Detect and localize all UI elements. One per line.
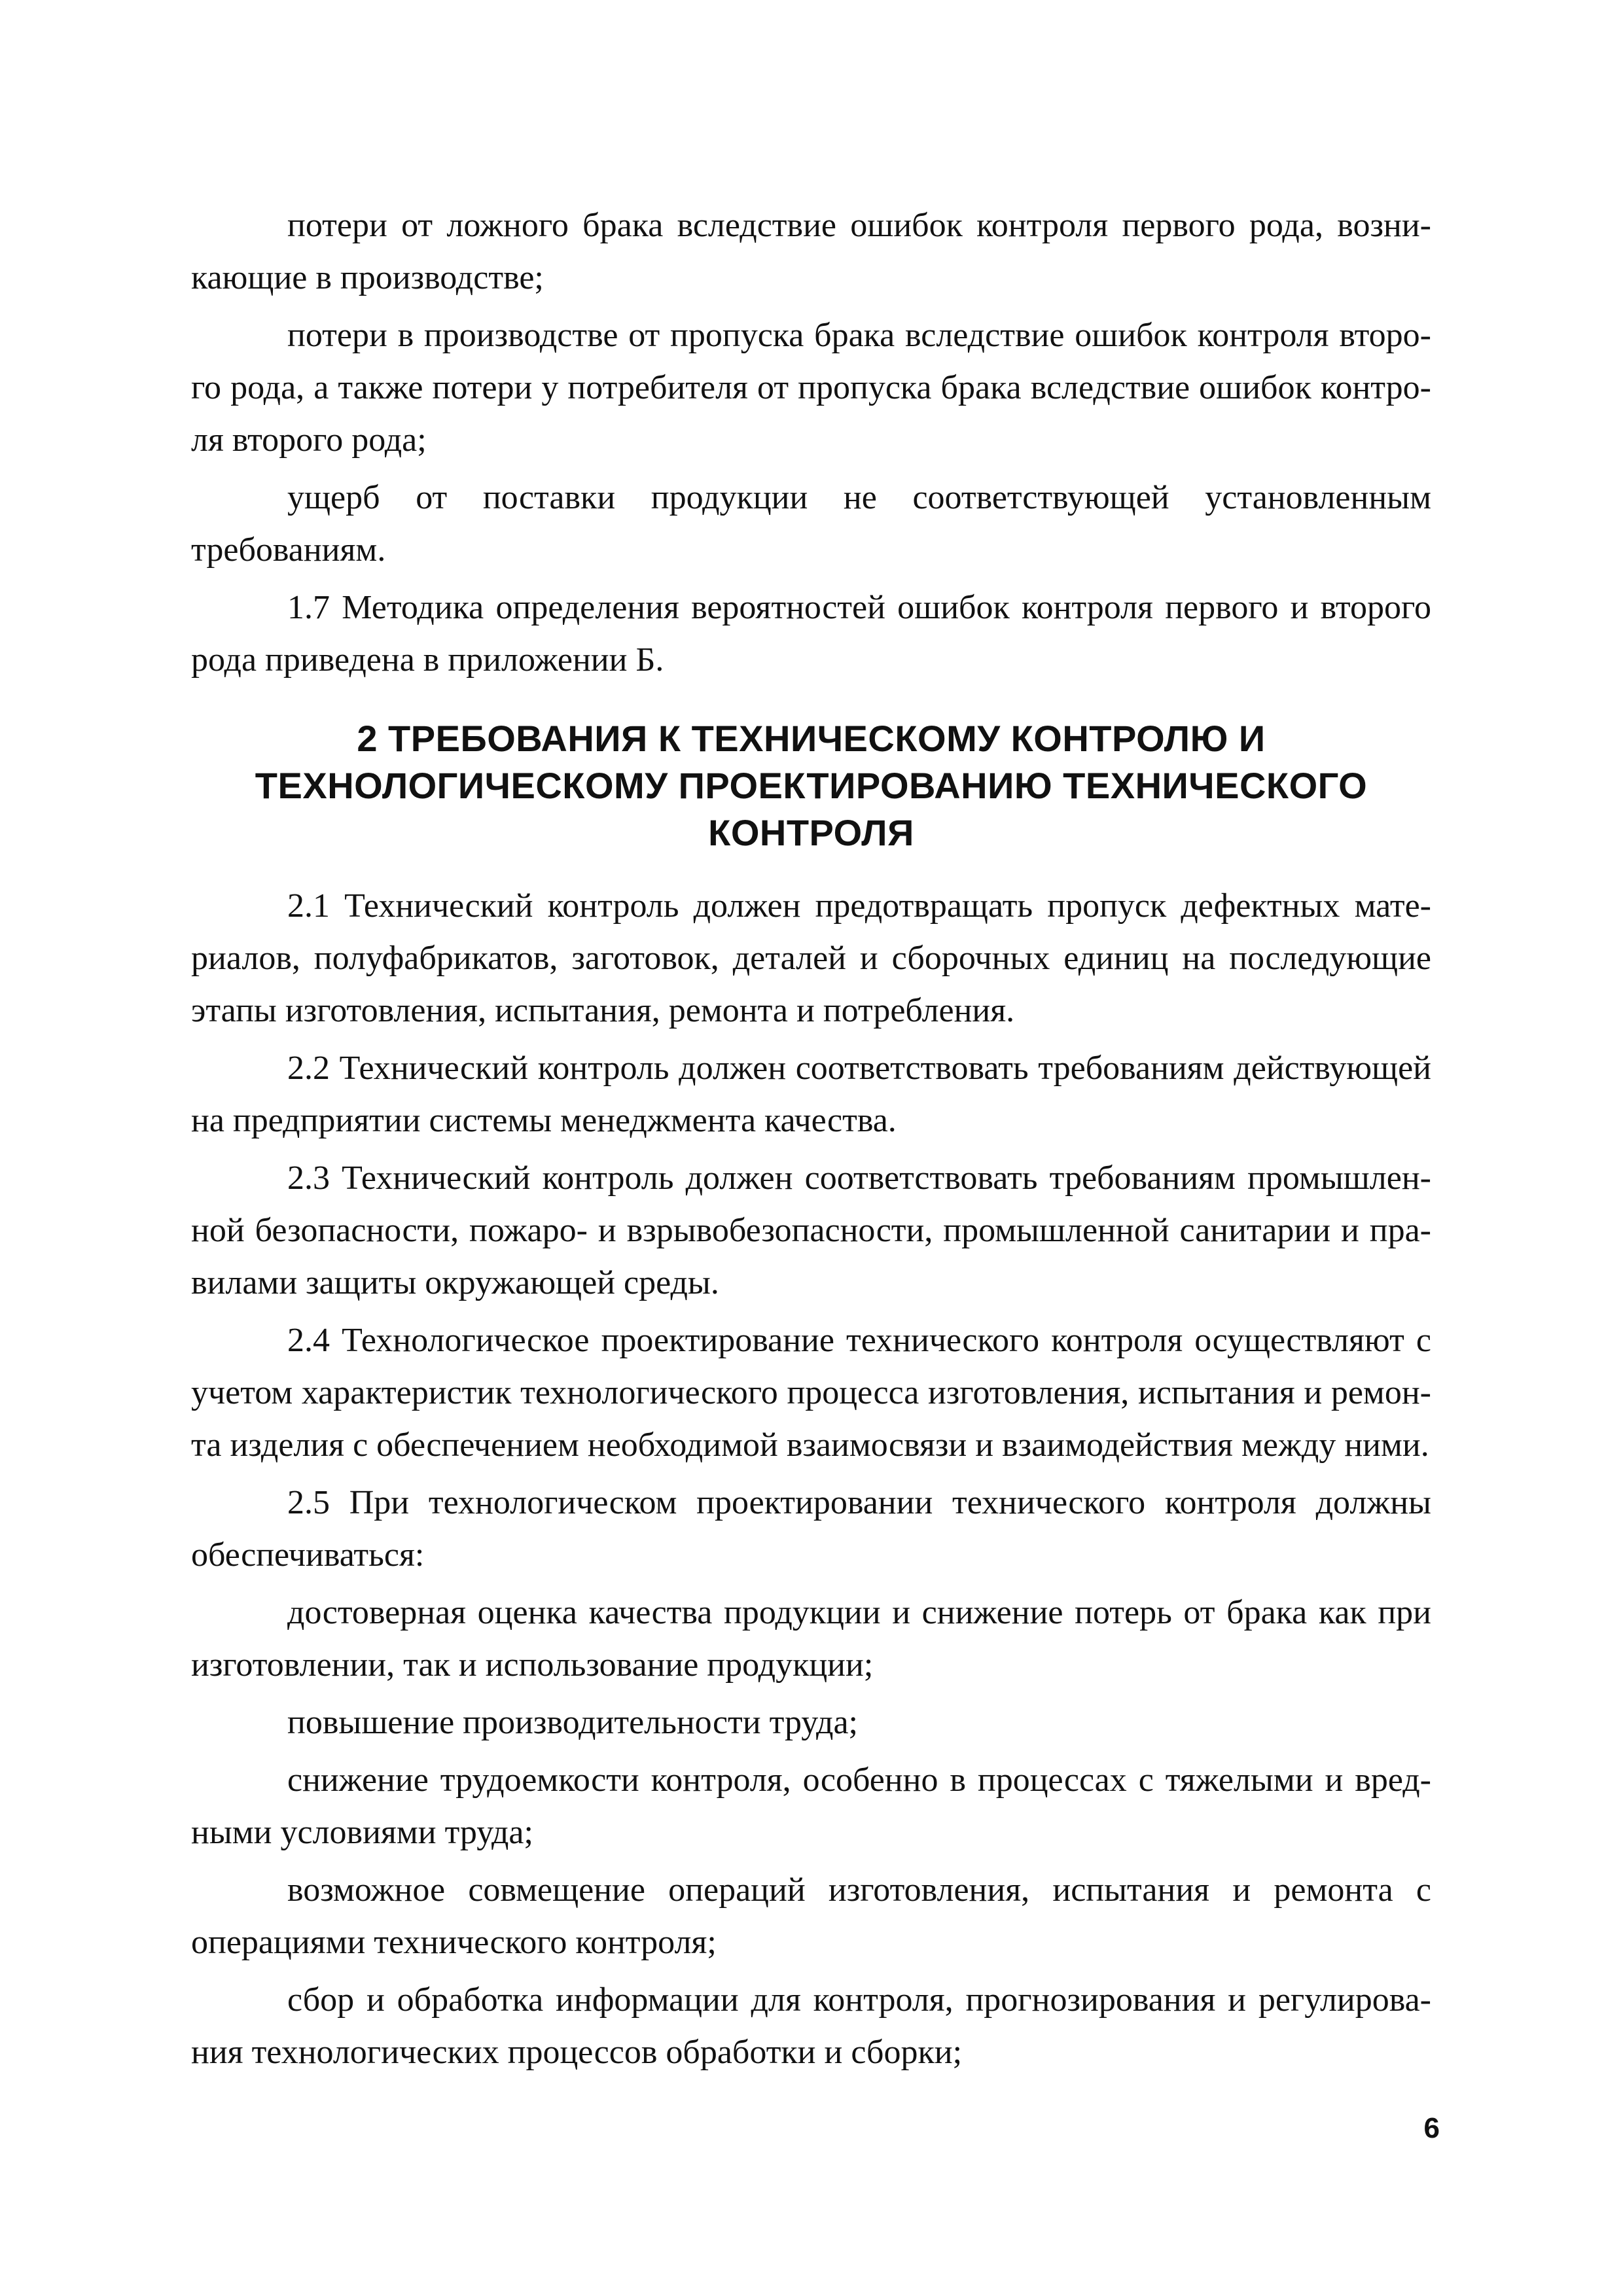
paragraph-false-rejection-losses: потери от ложного брака вследствие ошибок контроля первого рода, возникающие в производстве;	[191, 207, 1431, 296]
section-2-heading-line-1: 2 ТРЕБОВАНИЯ К ТЕХНИЧЕСКОМУ КОНТРОЛЮ И	[357, 718, 1266, 759]
list-item-labor-intensity: снижение трудоемкости контроля, особенно в процессах с тяжелыми и вредными условиями труда;	[191, 1761, 1431, 1851]
paragraph-2-5: 2.5 При технологическом проектировании технического контроля должны обеспечиваться:	[191, 1484, 1431, 1574]
list-item-operations-combining: возможное совмещение операций изготовления, испытания и ремонта с операциями технического контроля;	[191, 1871, 1431, 1961]
section-2-heading	[191, 715, 1431, 857]
list-item-productivity: повышение производительности труда;	[287, 1704, 858, 1741]
paragraph-2-4: 2.4 Технологическое проектирование технического контроля осуществляют с учетом характеристик технологического процесса изготовления, испытания и ремонта изделия с обеспечением необходимой взаимосвязи и взаимодействия между ними.	[191, 1322, 1431, 1464]
page-number: 6	[1423, 2112, 1440, 2144]
list-item-information-processing: сбор и обработка информации для контроля, прогнозирования и регулирования технологических процессов обработки и сборки;	[191, 1981, 1431, 2071]
paragraph-2-1: 2.1 Технический контроль должен предотвращать пропуск дефектных материалов, полуфабрикатов, заготовок, деталей и сборочных единиц на последующие этапы изготовления, испытания, ремонта и потребления.	[191, 887, 1431, 1029]
paragraph-missed-defect-losses: потери в производстве от пропуска брака вследствие ошибок контроля второго рода, а также потери у потребителя от пропуска брака вследствие ошибок контроля второго рода;	[191, 317, 1431, 459]
document-body	[191, 200, 1431, 2084]
paragraph-2-3: 2.3 Технический контроль должен соответствовать требованиям промышленной безопасности, пожаро- и взрывобезопасности, промышленной санитарии и правилами защиты окружающей среды.	[191, 1159, 1431, 1301]
paragraph-2-2: 2.2 Технический контроль должен соответствовать требованиям действующей на предприятии системы менеджмента качества.	[191, 1050, 1431, 1139]
section-2-heading-line-3: КОНТРОЛЯ	[708, 812, 914, 853]
paragraph-supply-damage: ущерб от поставки продукции не соответствующей установленным требованиям.	[191, 479, 1431, 569]
section-2-heading-line-2: ТЕХНОЛОГИЧЕСКОМУ ПРОЕКТИРОВАНИЮ ТЕХНИЧЕСКОГО	[255, 765, 1368, 806]
list-item-quality-assessment: достоверная оценка качества продукции и снижение потерь от брака как при изготовлении, так и использование продукции;	[191, 1594, 1431, 1684]
paragraph-1-7: 1.7 Методика определения вероятностей ошибок контроля первого и второго рода приведена в приложении Б.	[191, 589, 1431, 679]
